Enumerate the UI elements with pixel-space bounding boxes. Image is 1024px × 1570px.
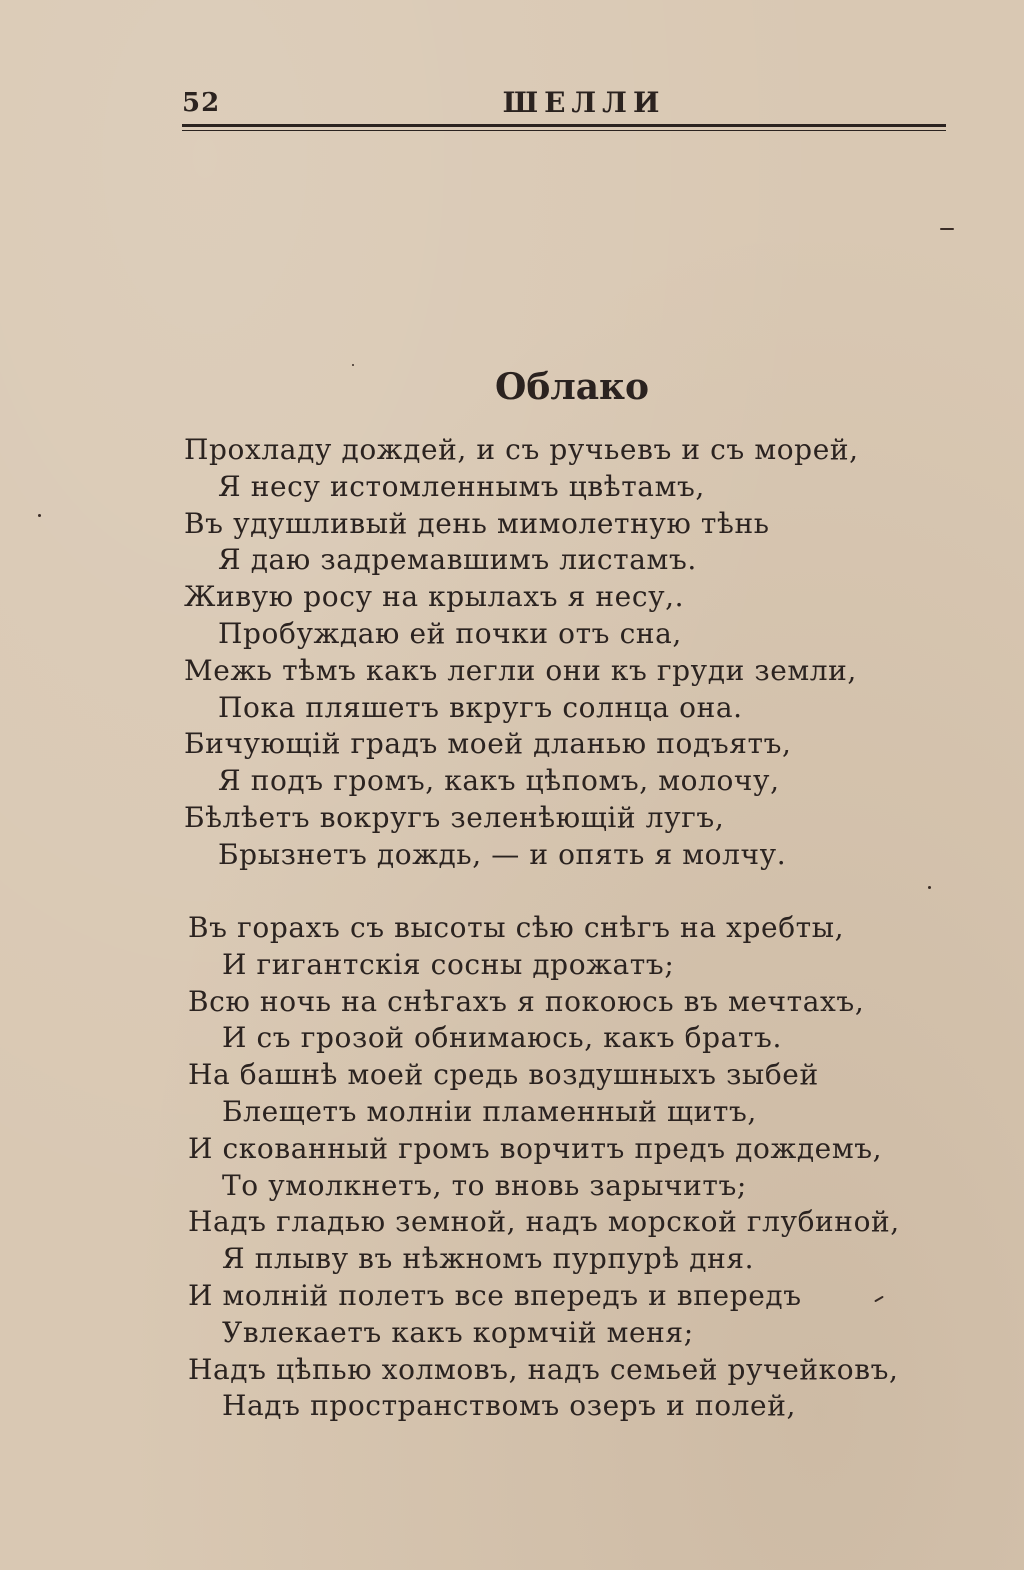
poem-line: И съ грозой обнимаюсь, какъ братъ. <box>222 1021 782 1055</box>
poem-line: И гигантскія сосны дрожатъ; <box>222 947 675 981</box>
poem-line: Я несу истомленнымъ цвѣтамъ, <box>218 469 705 503</box>
poem-line: Въ горахъ съ высоты сѣю снѣгъ на хребты, <box>188 911 845 944</box>
header-rule-thin <box>182 130 946 131</box>
poem-line: И скованный громъ ворчитъ предъ дождемъ, <box>188 1131 883 1165</box>
poem-line: Я подъ громъ, какъ цѣпомъ, молочу, <box>218 764 780 798</box>
poem-line: Увлекаетъ какъ кормчій меня; <box>222 1315 694 1349</box>
poem-line: Надъ пространствомъ озеръ и полей, <box>222 1389 796 1423</box>
poem-line: Я плыву въ нѣжномъ пурпурѣ дня. <box>222 1242 755 1276</box>
poem-line: То умолкнетъ, то вновь зарычитъ; <box>222 1168 747 1202</box>
poem-line: Межь тѣмъ какъ легли они къ груди земли, <box>184 653 857 687</box>
paper-speck <box>928 886 931 889</box>
poem-line: Прохладу дождей, и съ ручьевъ и съ морей, <box>184 433 859 466</box>
stanza-2 <box>184 910 974 1425</box>
poem-line: Живую росу на крылахъ я несу,. <box>184 580 685 614</box>
stanza-1 <box>184 432 974 874</box>
poem-line: Всю ночь на снѣгахъ я покоюсь въ мечтахъ, <box>188 984 865 1018</box>
poem-line: Въ удушливый день мимолетную тѣнь <box>184 506 770 540</box>
poem-line: И молній полетъ все впередъ и впередъ <box>188 1278 802 1312</box>
poem-line: Я даю задремавшимъ листамъ. <box>218 543 697 577</box>
page-header <box>182 84 946 120</box>
running-head: ШЕЛЛИ <box>502 86 666 119</box>
paper-speck <box>352 364 354 366</box>
poem-line: Надъ гладью земной, надъ морской глубиной, <box>188 1205 900 1239</box>
paper-speck <box>38 514 41 517</box>
poem-title: Облако <box>494 366 650 408</box>
poem-line: Брызнетъ дождь, — и опять я молчу. <box>218 837 787 871</box>
poem-line: На башнѣ моей средь воздушныхъ зыбей <box>188 1058 819 1092</box>
poem-line: Бѣлѣетъ вокругъ зеленѣющій лугъ, <box>184 800 725 834</box>
page-number: 52 <box>182 88 221 118</box>
poem-line: Пробуждаю ей почки отъ сна, <box>218 616 682 650</box>
header-rule-thick <box>182 124 946 127</box>
poem-line: Бичующій градъ моей дланью подъятъ, <box>184 727 792 761</box>
poem-line: Пока пляшетъ вкругъ солнца она. <box>218 690 743 724</box>
paper-speck <box>940 228 954 230</box>
poem-line: Блещетъ молніи пламенный щитъ, <box>222 1094 757 1128</box>
poem-line: Надъ цѣпью холмовъ, надъ семьей ручейковъ, <box>188 1352 899 1386</box>
